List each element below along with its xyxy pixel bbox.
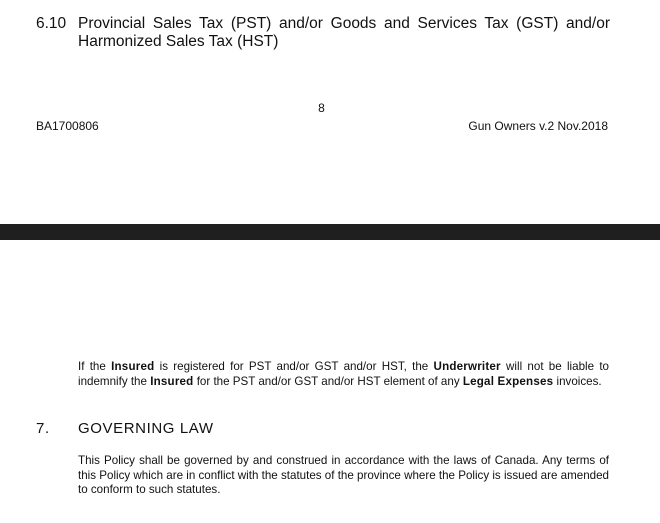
section-number: 6.10 <box>36 15 67 32</box>
governing-law-paragraph: This Policy shall be governed by and construed in accordance with the laws of Canada. Any terms of this Policy which are in conflict with the statutes of the province where the Policy is issued are amended to conform to such statutes. <box>78 454 610 496</box>
document-page-top <box>0 0 660 224</box>
text-run: will not be liable to indemnify the <box>78 360 609 388</box>
footer-policy-code: BA1700806 <box>36 119 99 133</box>
page-number: 8 <box>318 101 325 115</box>
term-underwriter: Underwriter <box>433 360 501 373</box>
text-run: invoices. <box>553 374 602 388</box>
tax-paragraph <box>78 360 609 389</box>
section-title: Provincial Sales Tax (PST) and/or Goods and Services Tax (GST) and/or Harmonized Sales Tax (HST) <box>78 15 610 50</box>
term-insured: Insured <box>150 374 194 388</box>
term-legal-expenses: Legal Expenses <box>462 374 554 388</box>
text-run: is registered for PST and/or GST and/or HST, the <box>154 360 434 373</box>
text-run: If the <box>78 360 112 373</box>
section-title: GOVERNING LAW <box>78 420 214 437</box>
footer-version: Gun Owners v.2 Nov.2018 <box>468 119 608 133</box>
page-separator <box>0 224 660 240</box>
document-page-bottom <box>0 240 660 523</box>
section-number: 7. <box>36 420 50 437</box>
term-insured: Insured <box>111 360 155 373</box>
text-run: for the PST and/or GST and/or HST element of any <box>193 374 463 388</box>
